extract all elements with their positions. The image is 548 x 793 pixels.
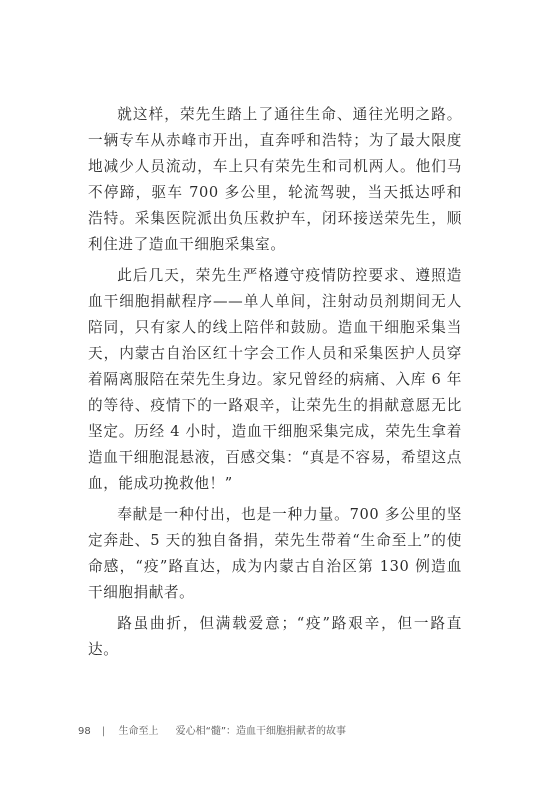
page-footer <box>78 722 346 737</box>
book-title: 生命至上 <box>118 726 159 737</box>
paragraph: 就这样，荣先生踏上了通往生命、通往光明之路。一辆专车从赤峰市开出，直奔呼和浩特；为了最大限度地减少人员流动，车上只有荣先生和司机两人。他们马不停蹄，驱车 700 多公里，轮流驾驶，当天抵达呼和浩特。采集医院派出负压救护车，闭环接送荣先生，顺利住进了造血干细胞采集室。 <box>88 106 462 253</box>
page-number: 98 <box>78 726 91 737</box>
paragraph: 此后几天，荣先生严格遵守疫情防控要求、遵照造血干细胞捐献程序——单人单间，注射动员剂期间无人陪同，只有家人的线上陪伴和鼓励。造血干细胞采集当天，内蒙古自治区红十字会工作人员和采集医护人员穿着隔离服陪在荣先生身边。家兄曾经的病痛、入库 6 年的等待、疫情下的一路艰辛，让荣先生的捐献意愿无比坚定。历经 4 小时，造血干细胞采集完成，荣先生拿着造血干细胞混悬液，百感交集：“真是不容易，希望这点血，能成功挽救他！” <box>88 267 462 492</box>
chapter-title: 爱心相“髓”：造血干细胞捐献者的故事 <box>175 726 347 737</box>
body-text <box>88 102 462 668</box>
paragraph: 路虽曲折，但满载爱意；“疫”路艰辛，但一路直达。 <box>88 615 462 658</box>
footer-separator: | <box>101 726 106 737</box>
paragraph: 奉献是一种付出，也是一种力量。700 多公里的坚定奔赴、5 天的独自备捐，荣先生带着“生命至上”的使命感，“疫”路直达，成为内蒙古自治区第 130 例造血干细胞捐献者。 <box>88 506 462 601</box>
